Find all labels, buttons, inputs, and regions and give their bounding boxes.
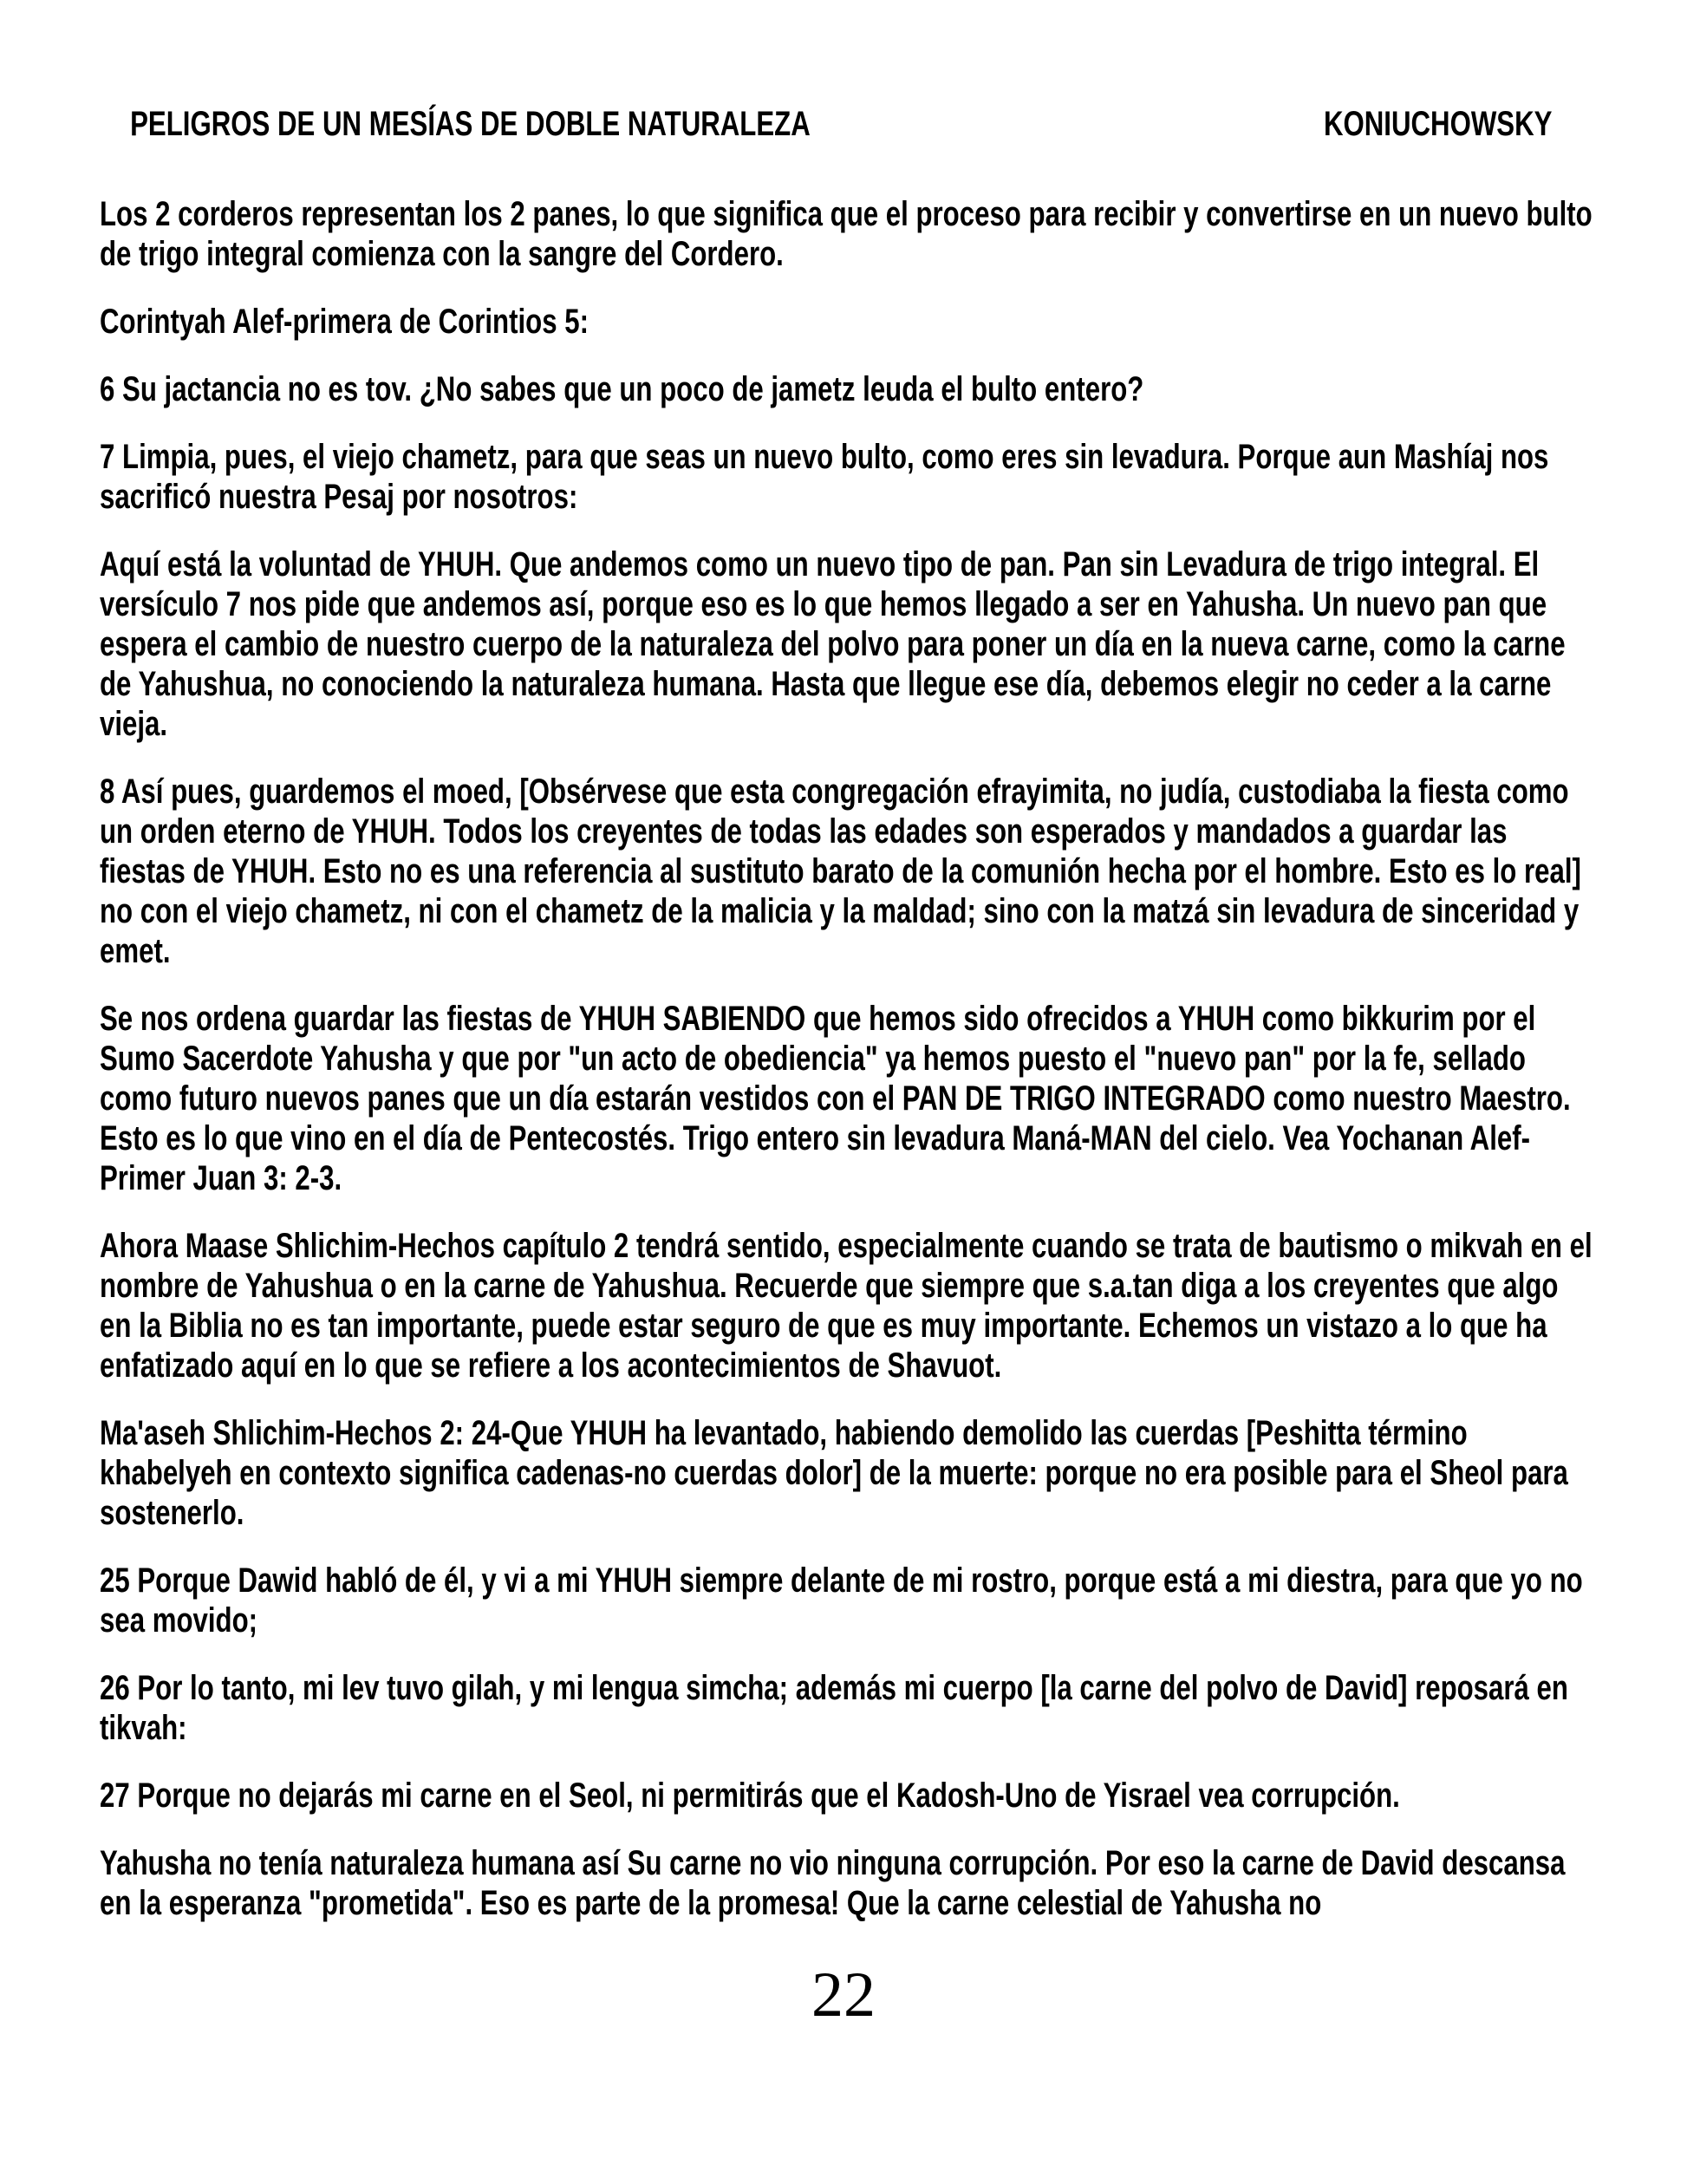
page-number: 22: [811, 1959, 876, 2031]
paragraph: Los 2 corderos representan los 2 panes, lo que significa que el proceso para recibir y convertirse en un nuevo bulto de trigo integral comienza con la sangre del Cordero.: [100, 195, 1593, 273]
paragraph: Ma'aseh Shlichim-Hechos 2: 24-Que YHUH ha levantado, habiendo demolido las cuerdas [Peshitta término khabelyeh en contexto significa cadenas-no cuerdas dolor] de la muerte: porque no era posible para el Sheol para sostenerlo.: [100, 1414, 1568, 1532]
paragraph: Ahora Maase Shlichim-Hechos capítulo 2 tendrá sentido, especialmente cuando se trata de bautismo o mikvah en el nombre de Yahushua o en la carne de Yahushua. Recuerde que siempre que s.a.tan diga a los creyentes que algo en la Biblia no es tan importante, puede estar seguro de que es muy importante. Echemos un vistazo a lo que ha enfatizado aquí en lo que se refiere a los acontecimientos de Shavuot.: [100, 1227, 1593, 1385]
running-author: KONIUCHOWSKY: [1323, 105, 1553, 143]
running-title: PELIGROS DE UN MESÍAS DE DOBLE NATURALEZA: [130, 105, 811, 143]
paragraph: 26 Por lo tanto, mi lev tuvo gilah, y mi lengua simcha; además mi cuerpo [la carne del polvo de David] reposará en tikvah:: [100, 1669, 1568, 1747]
paragraph: 27 Porque no dejarás mi carne en el Seol, ni permitirás que el Kadosh-Uno de Yisrael vea corrupción.: [100, 1777, 1400, 1815]
paragraph: Aquí está la voluntad de YHUH. Que andemos como un nuevo tipo de pan. Pan sin Levadura de trigo integral. El versículo 7 nos pide que andemos así, porque eso es lo que hemos llegado a ser en Yahusha. Un nuevo pan que espera el cambio de nuestro cuerpo de la naturaleza del polvo para poner un día en la nueva carne, como la carne de Yahushua, no conociendo la naturaleza humana. Hasta que llegue ese día, debemos elegir no ceder a la carne vieja.: [100, 545, 1566, 743]
body-text: [100, 194, 1594, 1951]
page-header: [100, 104, 1594, 144]
paragraph: 8 Así pues, guardemos el moed, [Obsérvese que esta congregación efrayimita, no judía, custodiaba la fiesta como un orden eterno de YHUH. Todos los creyentes de todas las edades son esperados y mandados a guardar las fiestas de YHUH. Esto no es una referencia al sustituto barato de la comunión hecha por el hombre. Esto es lo real] no con el viejo chametz, ni con el chametz de la malicia y la maldad; sino con la matzá sin levadura de sinceridad y emet.: [100, 773, 1581, 970]
paragraph: 25 Porque Dawid habló de él, y vi a mi YHUH siempre delante de mi rostro, porque está a mi diestra, para que yo no sea movido;: [100, 1561, 1583, 1640]
paragraph: Se nos ordena guardar las fiestas de YHUH SABIENDO que hemos sido ofrecidos a YHUH como bikkurim por el Sumo Sacerdote Yahusha y que por "un acto de obediencia" ya hemos puesto el "nuevo pan" por la fe, sellado como futuro nuevos panes que un día estarán vestidos con el PAN DE TRIGO INTEGRADO como nuestro Maestro. Esto es lo que vino en el día de Pentecostés. Trigo entero sin levadura Maná-MAN del cielo. Vea Yochanan Alef-Primer Juan 3: 2-3.: [100, 1000, 1571, 1197]
paragraph: 6 Su jactancia no es tov. ¿No sabes que un poco de jametz leuda el bulto entero?: [100, 370, 1144, 408]
paragraph: Corintyah Alef-primera de Corintios 5:: [100, 303, 589, 341]
paragraph: 7 Limpia, pues, el viejo chametz, para que seas un nuevo bulto, como eres sin levadura. Porque aun Mashíaj nos sacrificó nuestra Pesaj por nosotros:: [100, 438, 1549, 516]
paragraph: Yahusha no tenía naturaleza humana así Su carne no vio ninguna corrupción. Por eso la carne de David descansa en la esperanza "prometida". Eso es parte de la promesa! Que la carne celestial de Yahusha no: [100, 1844, 1566, 1922]
